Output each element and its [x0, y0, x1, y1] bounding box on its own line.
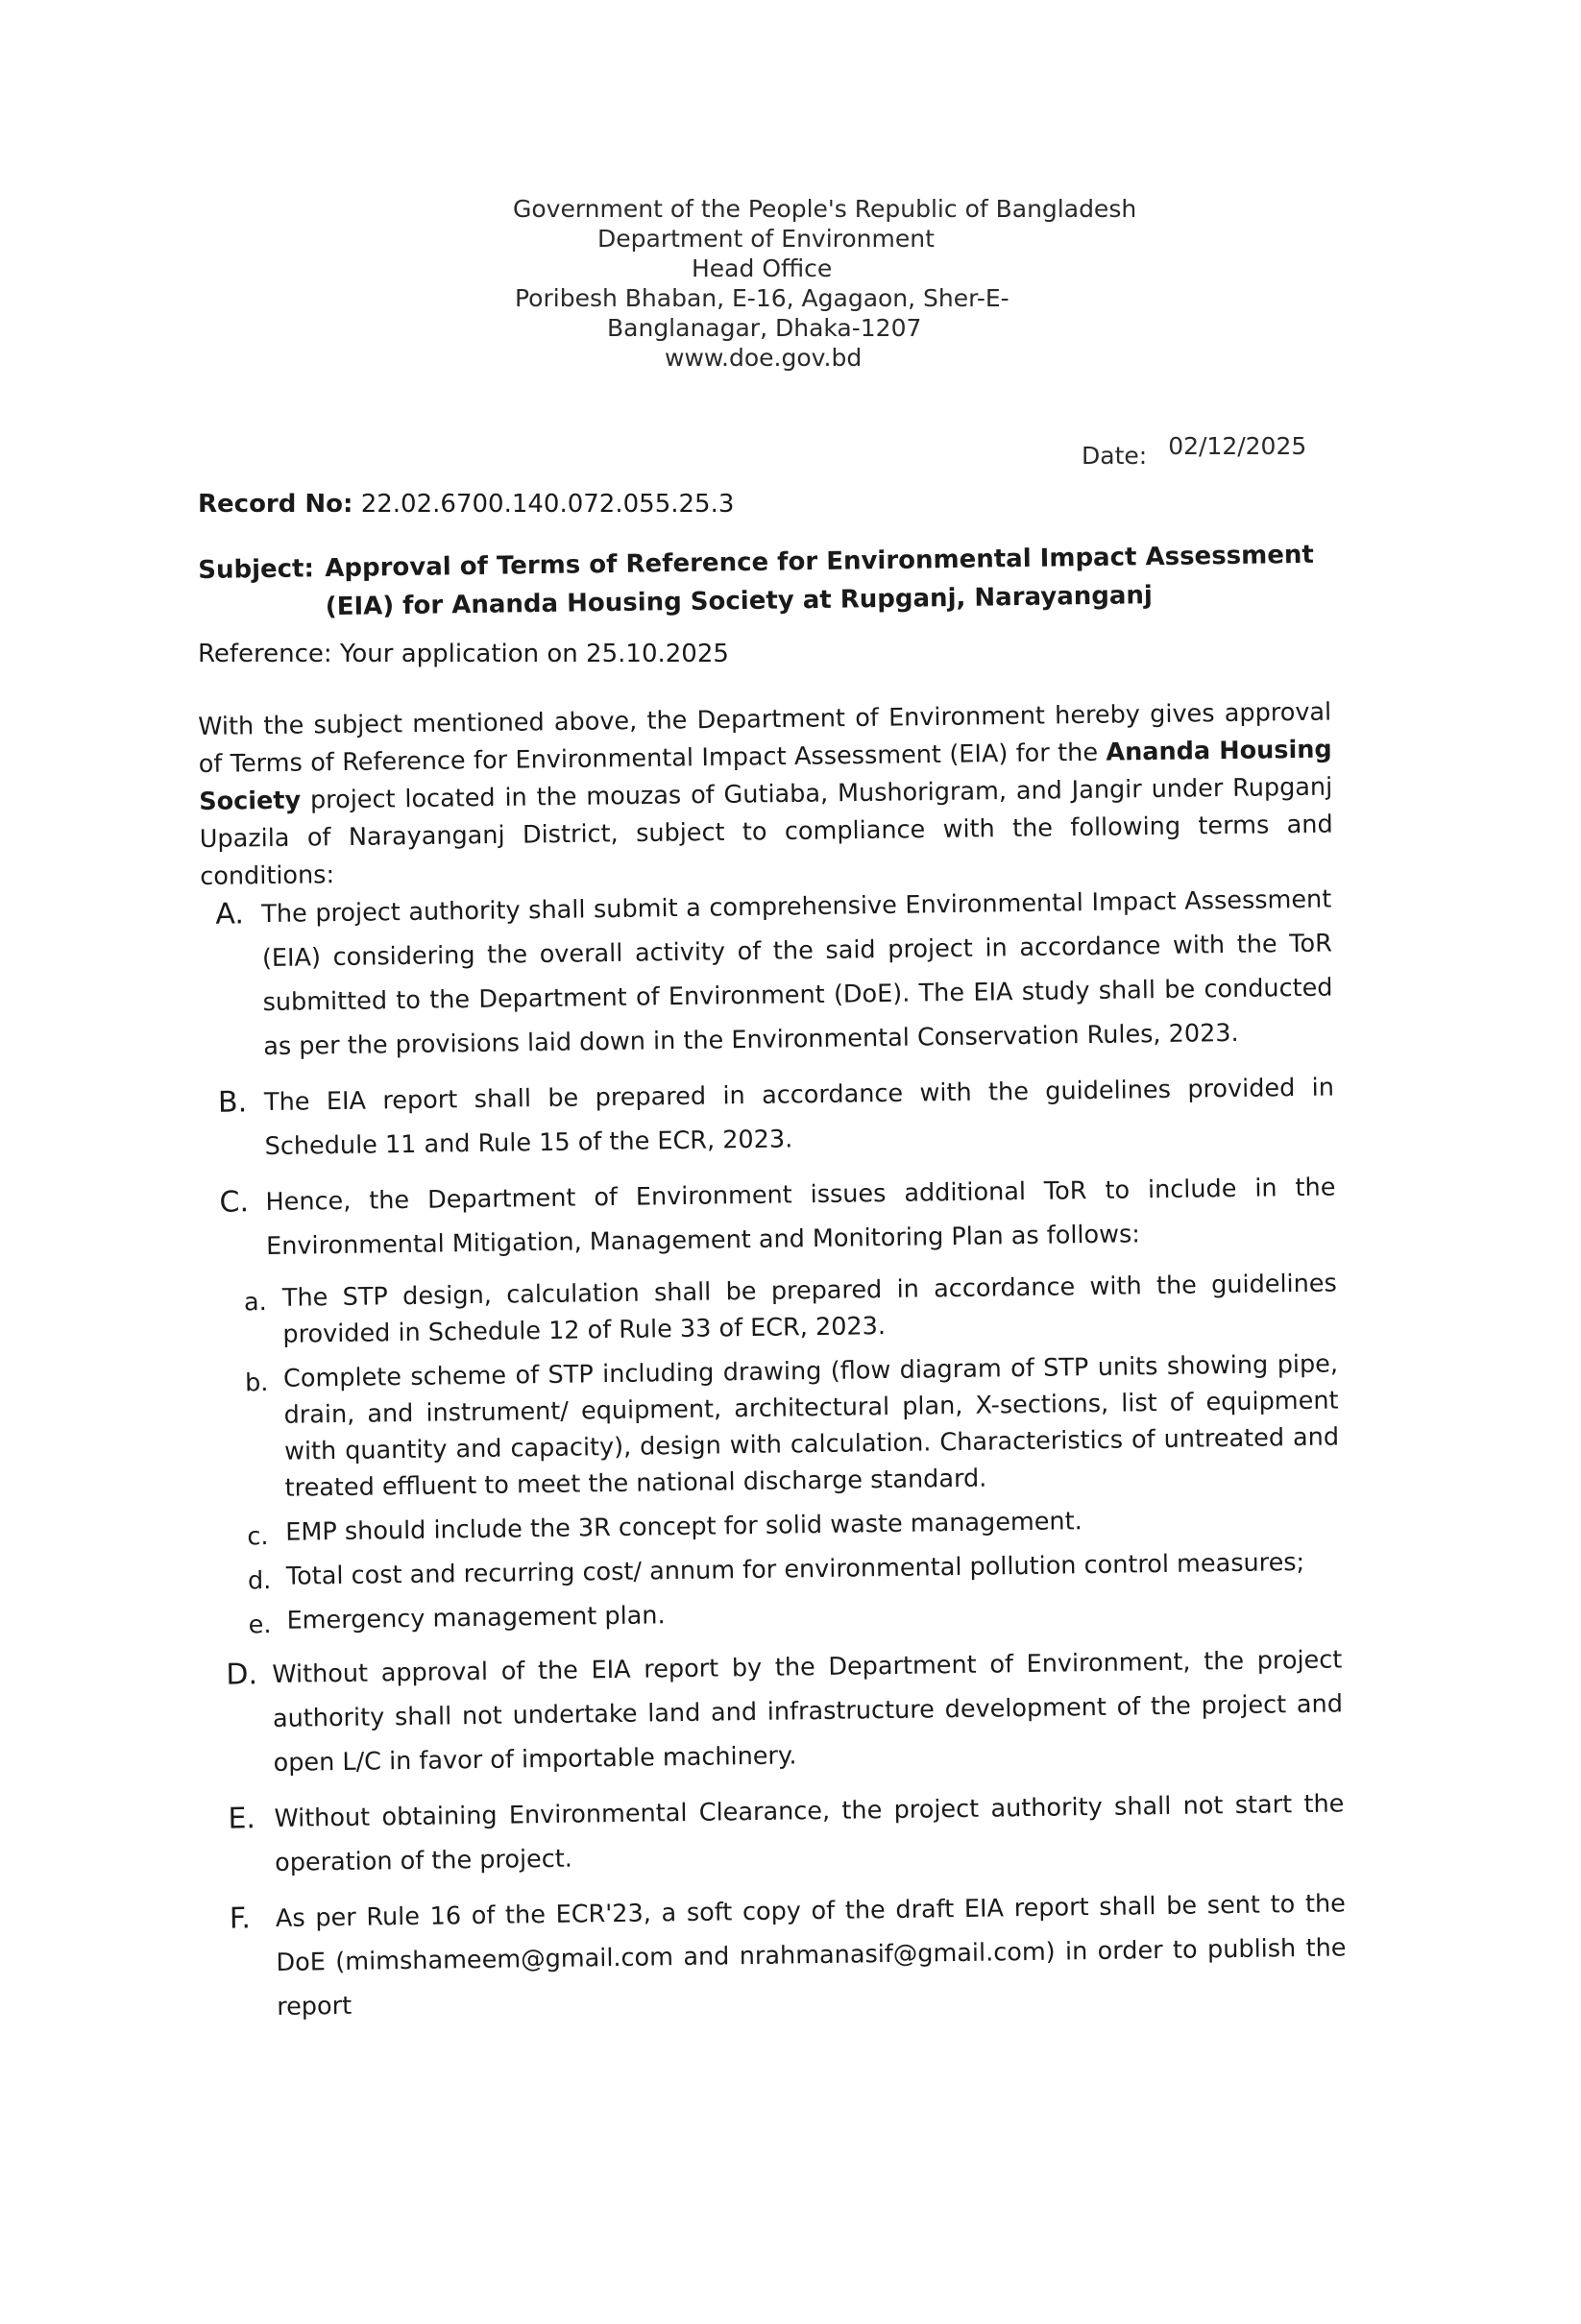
- sub-condition-text: Total cost and recurring cost/ annum for environmental pollution control measures;: [285, 1547, 1305, 1591]
- record-number: [198, 490, 734, 519]
- condition-text: Hence, the Department of Environment issues additional ToR to include in the Environmental Mitigation, Management and Monitoring Plan as follows:: [265, 1173, 1336, 1262]
- date-value: 02/12/2025: [1168, 432, 1307, 460]
- sub-condition-letter: a.: [243, 1288, 267, 1318]
- reference-line: Reference: Your application on 25.10.2025: [198, 640, 729, 668]
- intro-text-1: With the subject mentioned above, the Department of Environment hereby gives approval of Terms of Reference for Environmental Impact Assessment (EIA) for the: [198, 697, 1332, 779]
- record-value: 22.02.6700.140.072.055.25.3: [360, 490, 735, 519]
- intro-text-2: project located in the mouzas of Gutiaba, Mushorigram, and Jangir under Rupganj Upazila of Narayanganj District, subject to compliance with the following terms and conditions:: [199, 772, 1333, 891]
- date-label: Date:: [1082, 442, 1148, 470]
- condition-letter: B.: [217, 1085, 248, 1120]
- sub-condition-item: [201, 1345, 1340, 1508]
- condition-letter: A.: [215, 897, 245, 932]
- condition-item: [202, 1165, 1336, 1269]
- sub-condition-item: [203, 1499, 1340, 1552]
- letterhead-address-2: Banglanagar, Dhaka-1207: [607, 314, 922, 342]
- condition-text: The project authority shall submit a comprehensive Environmental Impact Assessment (EIA) considering the overall activity of the said project in accordance with the ToR submitted to the Department of Environment (DoE). The EIA study shall be conducted as per the provisions laid down in the Environmental Conservation Rules, 2023.: [261, 884, 1333, 1062]
- sub-condition-letter: d.: [247, 1566, 272, 1596]
- subject-block: [198, 536, 1332, 628]
- intro-project-name: Ananda Housing Society: [199, 735, 1332, 816]
- sub-condition-text: Emergency management plan.: [286, 1601, 666, 1635]
- condition-text: Without obtaining Environmental Clearance, the project authority shall not start the operation of the project.: [274, 1789, 1345, 1877]
- condition-item: [201, 1066, 1335, 1170]
- record-label: Record No:: [198, 490, 353, 519]
- intro-paragraph: [198, 694, 1333, 896]
- letterhead: [499, 194, 1153, 373]
- letterhead-government: Government of the People's Republic of Bangladesh: [513, 195, 1137, 223]
- subject-line-2: (EIA) for Ananda Housing Society at Rupganj, Narayanganj: [325, 581, 1154, 622]
- letterhead-department: Department of Environment: [597, 225, 935, 253]
- sub-condition-letter: e.: [248, 1610, 272, 1640]
- letterhead-website: www.doe.gov.bd: [665, 344, 863, 372]
- condition-text: As per Rule 16 of the ECR'23, a soft copy of the draft EIA report shall be sent to the DoE (mimshameem@gmail.com and nrahmanasif@gmail.com) in order to publish the report: [275, 1889, 1347, 2021]
- condition-item: [212, 1881, 1348, 2029]
- condition-item: [208, 1637, 1344, 1785]
- subject-label: Subject:: [198, 554, 315, 585]
- condition-letter: D.: [226, 1658, 258, 1692]
- sub-condition-item: [204, 1543, 1341, 1596]
- condition-text: The EIA report shall be prepared in accordance with the guidelines provided in Schedule 11 and Rule 15 of the ECR, 2023.: [263, 1073, 1335, 1162]
- sub-condition-text: EMP should include the 3R concept for solid waste management.: [285, 1507, 1082, 1547]
- condition-item: [210, 1781, 1345, 1885]
- subject-line-1: Approval of Terms of Reference for Environmental Impact Assessment: [325, 540, 1315, 584]
- condition-letter: E.: [228, 1802, 256, 1836]
- condition-letter: F.: [229, 1901, 252, 1936]
- sub-condition-item: [200, 1265, 1338, 1354]
- condition-item: [198, 878, 1333, 1070]
- conditions-list: [198, 878, 1348, 2042]
- sub-condition-item: [204, 1587, 1341, 1640]
- condition-letter: C.: [219, 1185, 250, 1220]
- additional-tor-list: [200, 1265, 1342, 1639]
- letterhead-office: Head Office: [692, 254, 833, 282]
- sub-condition-letter: b.: [244, 1368, 269, 1398]
- sub-condition-text: Complete scheme of STP including drawing (flow diagram of STP units showing pipe, drain, and instrument/ equipment, architectural plan, X-sections, list of equipment with quantity and capacity), design with calculation. Characteristics of untreated and treated effluent to meet the national discharge standard.: [282, 1349, 1340, 1503]
- date-line: [1082, 432, 1307, 470]
- sub-condition-text: The STP design, calculation shall be prepared in accordance with the guidelines provided in Schedule 12 of Rule 33 of ECR, 2023.: [281, 1269, 1338, 1349]
- sub-condition-letter: c.: [247, 1522, 269, 1552]
- condition-text: Without approval of the EIA report by the Department of Environment, the project authority shall not undertake land and infrastructure development of the project and open L/C in favor of importable machinery.: [272, 1645, 1344, 1778]
- letterhead-address-1: Poribesh Bhaban, E-16, Agagaon, Sher-E-: [515, 284, 1009, 312]
